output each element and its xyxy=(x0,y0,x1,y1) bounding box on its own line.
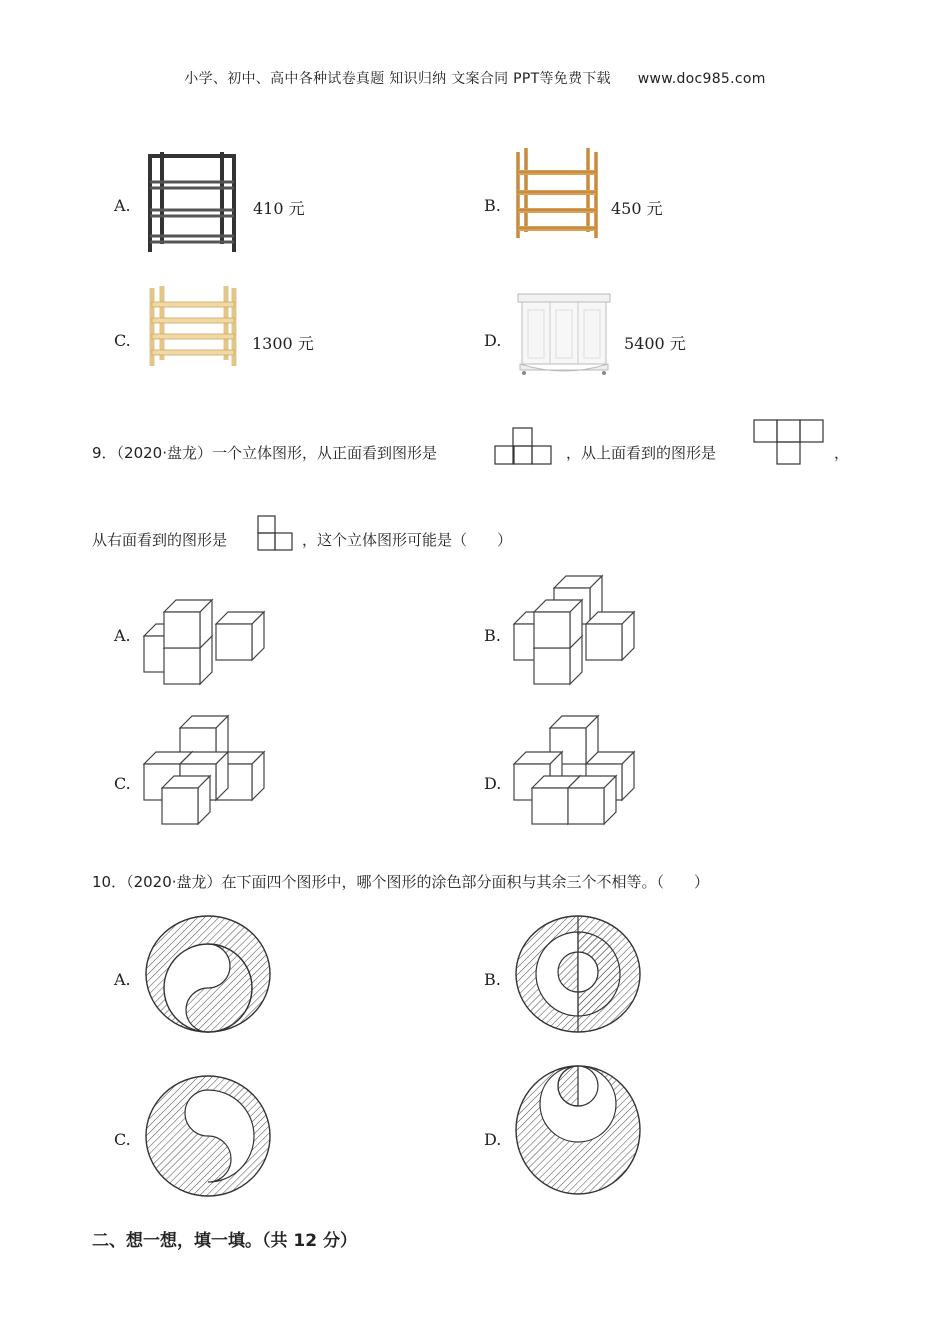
q8-option-b-image xyxy=(512,146,602,242)
q9-option-b-label[interactable]: B. xyxy=(484,626,501,645)
q9-text3: ， xyxy=(834,444,850,462)
q8-option-a-image xyxy=(142,148,242,258)
q9-option-a-label[interactable]: A. xyxy=(114,626,131,645)
q9-option-a-figure xyxy=(144,590,274,686)
q9-top-view-figure xyxy=(752,418,824,468)
q9-option-c-label[interactable]: C. xyxy=(114,774,131,793)
q10-number: 10． xyxy=(92,873,127,891)
q9-option-d-label[interactable]: D. xyxy=(484,774,502,793)
page-header xyxy=(0,68,950,88)
q10-line xyxy=(92,871,709,892)
q10-option-d-label[interactable]: D. xyxy=(484,1130,502,1149)
q8-option-d-price: 5400 元 xyxy=(624,334,686,353)
q8-option-b-price: 450 元 xyxy=(611,199,663,218)
q10-source: （2020·盘龙） xyxy=(126,873,222,891)
q9-text5: ，这个立体图形可能是（ ） xyxy=(302,531,513,549)
header-url[interactable]: www.doc985.com xyxy=(637,71,766,87)
q9-source: （2020·盘龙） xyxy=(116,444,212,462)
q9-front-view-figure xyxy=(494,426,552,466)
q8-option-a-price: 410 元 xyxy=(253,199,305,218)
q9-option-c-figure xyxy=(144,714,274,826)
q10-option-a-figure xyxy=(144,914,272,1034)
q9-option-d-figure xyxy=(514,714,644,826)
q9-text2: ，从上面看到的图形是 xyxy=(566,444,717,462)
q10-option-b-label[interactable]: B. xyxy=(484,970,501,989)
q10-text: 在下面四个图形中，哪个图形的涂色部分面积与其余三个不相等。（ ） xyxy=(221,873,710,891)
q8-option-b-label[interactable]: B. xyxy=(484,196,501,215)
q10-option-d-figure xyxy=(514,1062,642,1198)
q10-option-b-figure xyxy=(514,914,642,1034)
q8-option-d-label[interactable]: D. xyxy=(484,331,502,350)
q10-option-a-label[interactable]: A. xyxy=(114,970,131,989)
q8-option-d-image xyxy=(516,292,612,376)
q8-option-a-label[interactable]: A. xyxy=(114,196,131,215)
section2-title: 二、想一想，填一填。（共 12 分） xyxy=(92,1231,357,1251)
q9-text1: 一个立体图形，从正面看到图形是 xyxy=(212,444,438,462)
q9-number: 9． xyxy=(92,444,117,462)
q9-text4: 从右面看到的图形是 xyxy=(92,531,228,549)
header-text: 小学、初中、高中各种试卷真题 知识归纳 文案合同 PPT等免费下载 xyxy=(184,71,611,87)
q10-option-c-figure xyxy=(144,1074,272,1198)
q8-option-c-image xyxy=(146,284,240,368)
q8-option-c-label[interactable]: C. xyxy=(114,331,131,350)
q9-line1 xyxy=(92,442,437,463)
q8-option-c-price: 1300 元 xyxy=(252,334,314,353)
q9-right-view-figure xyxy=(256,514,294,552)
q9-option-b-figure xyxy=(514,574,644,686)
q10-option-c-label[interactable]: C. xyxy=(114,1130,131,1149)
